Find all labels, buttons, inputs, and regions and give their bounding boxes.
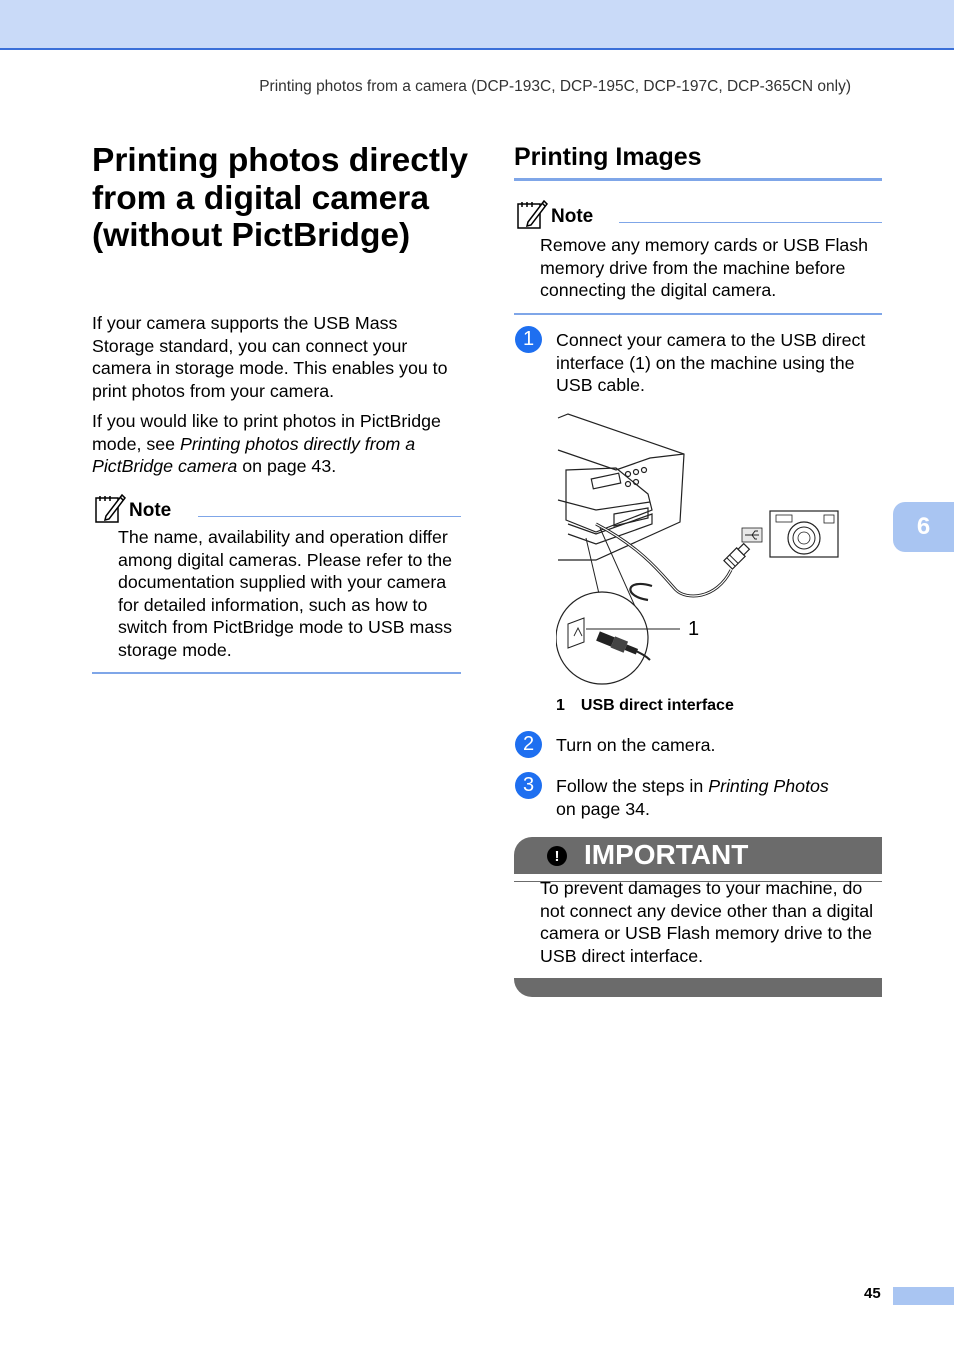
- digital-camera-icon: [770, 511, 838, 557]
- page-title: Printing photos directly from a digital camera (without PictBridge): [92, 142, 468, 254]
- usb-cable-loop: [630, 584, 652, 600]
- note-pencil-icon: [516, 198, 548, 230]
- top-banner: [0, 0, 954, 50]
- page-number-bar: [893, 1287, 954, 1305]
- figure-caption-number: 1: [556, 697, 565, 714]
- intro-paragraph: If your camera supports the USB Mass Storage standard, you can connect your camera in storage mode. This enables you to print photos from your camera.: [92, 313, 448, 401]
- note-rule: [198, 516, 461, 517]
- note-label: Note: [129, 500, 172, 521]
- note-label: Note: [551, 206, 594, 227]
- important-text: To prevent damages to your machine, do not connect any device other than a digital camera or USB Flash memory drive to the USB direct interface.: [540, 878, 874, 966]
- important-banner: [514, 837, 882, 874]
- usb-connection-illustration: [556, 410, 846, 690]
- page-number: 45: [864, 1285, 881, 1302]
- usb-cable: [596, 524, 731, 596]
- exclamation-icon: !: [547, 846, 567, 866]
- step-2-badge: 2: [515, 731, 542, 758]
- chapter-tab[interactable]: 6: [893, 502, 954, 552]
- step-3-text-before: Follow the steps in: [556, 776, 709, 796]
- figure-callout-number: 1: [688, 618, 700, 640]
- note-box-left: [92, 492, 461, 674]
- step-3-badge: 3: [515, 772, 542, 799]
- note-rule: [619, 222, 882, 223]
- running-header: Printing photos from a camera (DCP-193C, DCP-195C, DCP-197C, DCP-365CN only): [259, 78, 851, 95]
- note-text: The name, availability and operation differ among digital cameras. Please refer to the documentation supplied with your camera for detailed information, such as how to switch from PictBridge mode to USB mass storage mode.: [118, 527, 453, 660]
- step-3-text: [556, 775, 856, 820]
- zoom-guide-line: [586, 538, 600, 598]
- pictbridge-paragraph: [92, 410, 464, 478]
- section-title: Printing Images: [514, 143, 702, 171]
- note-text: Remove any memory cards or USB Flash memory drive from the machine before connecting the digital camera.: [540, 235, 869, 300]
- section-rule: [514, 178, 882, 181]
- note-box-right: [514, 198, 882, 315]
- pictbridge-link[interactable]: Printing photos directly from a PictBridge camera: [92, 433, 416, 476]
- pictbridge-text-after: on page 43.: [237, 456, 337, 476]
- figure-caption: [556, 697, 734, 715]
- pictbridge-text-before: If you would like to print photos in PictBridge mode, see: [92, 411, 441, 454]
- printing-photos-link[interactable]: Printing Photos: [708, 776, 829, 796]
- step-1-text: Connect your camera to the USB direct interface (1) on the machine using the USB cable.: [556, 330, 866, 395]
- step-1-badge: 1: [515, 326, 542, 353]
- usb-symbol-icon: [742, 528, 762, 542]
- note-pencil-icon: [94, 492, 126, 524]
- figure-caption-text: USB direct interface: [580, 697, 734, 714]
- important-footer-bar: [514, 978, 882, 997]
- important-label: IMPORTANT: [584, 839, 749, 870]
- usb-plug: [724, 542, 751, 569]
- step-2-text: Turn on the camera.: [556, 735, 716, 755]
- step-3-text-after: on page 34.: [556, 798, 650, 819]
